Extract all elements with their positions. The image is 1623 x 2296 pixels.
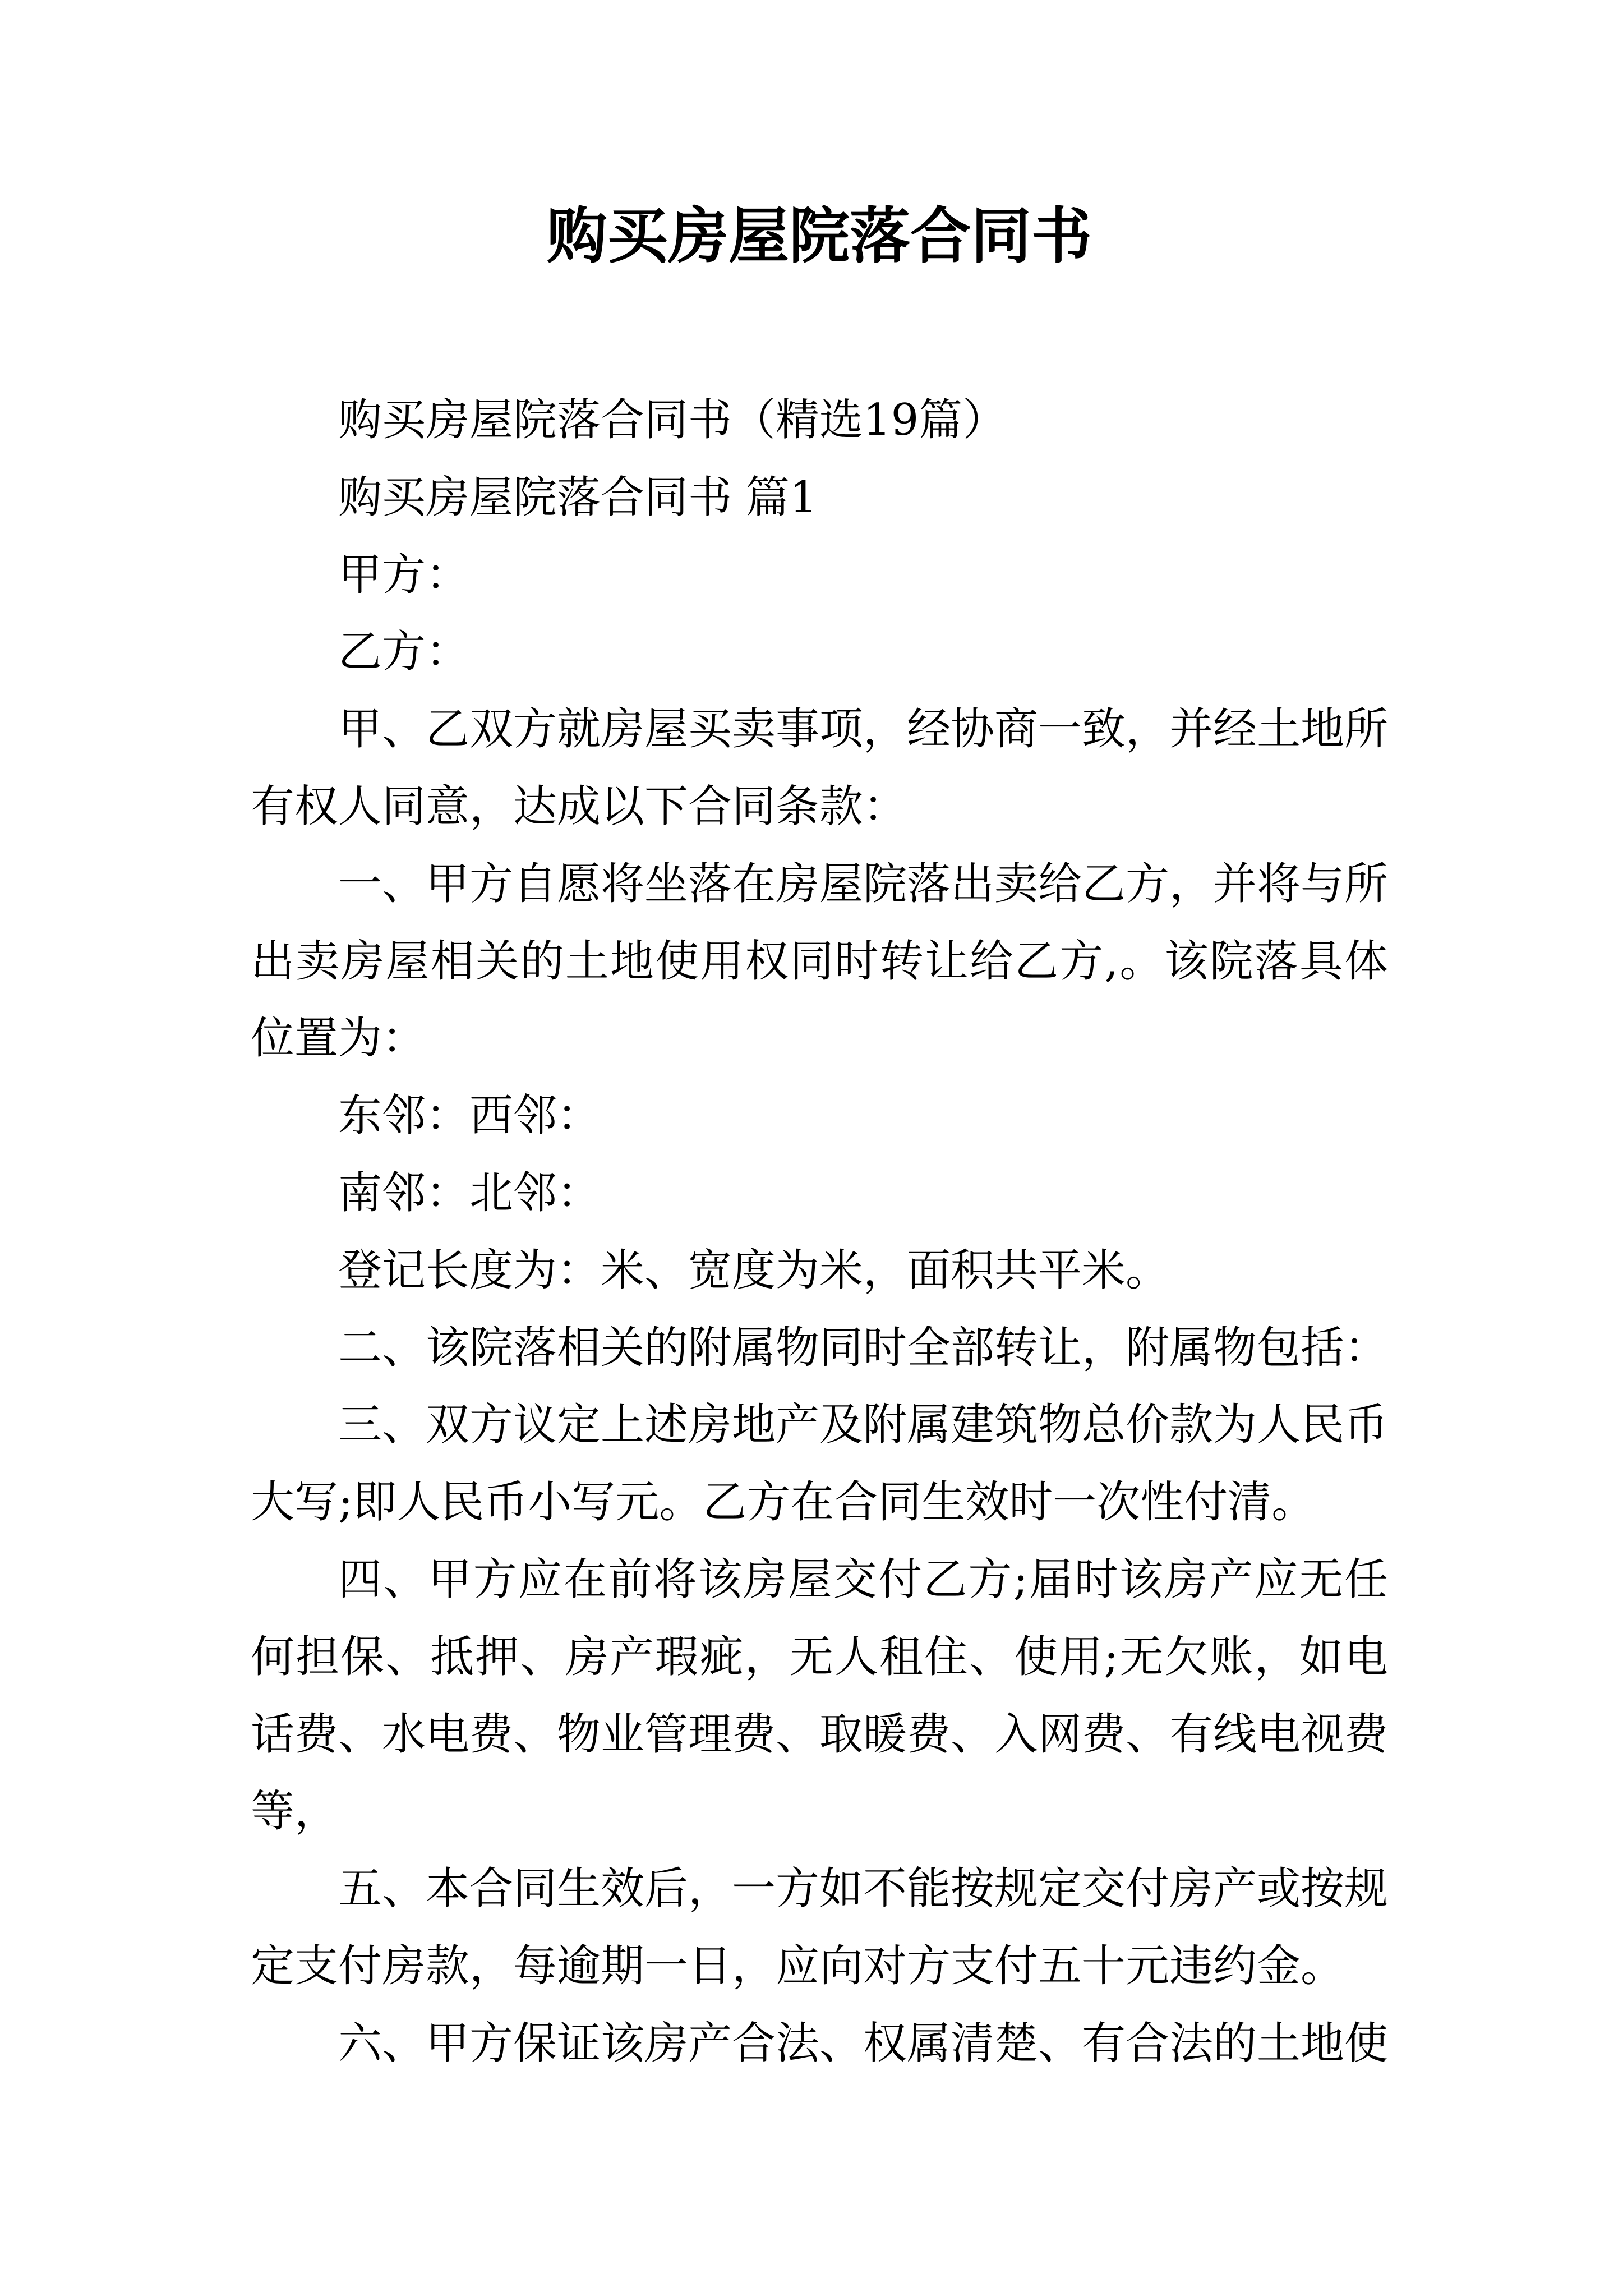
paragraph-line: 大写;即人民币小写元。乙方在合同生效时一次性付清。 bbox=[251, 1477, 1316, 1528]
paragraph-line: 等， bbox=[251, 1786, 339, 1837]
paragraph-line: 东邻：西邻： bbox=[338, 1091, 601, 1142]
paragraph-line: 南邻：北邻： bbox=[338, 1167, 601, 1218]
paragraph-party-b bbox=[251, 614, 1388, 691]
paragraph-dimensions bbox=[251, 1232, 1388, 1310]
paragraph-line: 三、双方议定上述房地产及附属建筑物总价款为人民币 bbox=[338, 1400, 1389, 1451]
paragraph-collection-heading bbox=[251, 382, 1388, 459]
paragraph-neighbors-south-north bbox=[251, 1155, 1388, 1232]
paragraph-line: 购买房屋院落合同书（精选19篇） bbox=[338, 395, 1007, 445]
paragraph-line: 出卖房屋相关的土地使用权同时转让给乙方,。该院落具体 bbox=[251, 936, 1388, 987]
paragraph-party-a bbox=[251, 537, 1388, 614]
paragraph-preamble bbox=[251, 691, 1388, 846]
paragraph-section-heading bbox=[251, 459, 1388, 537]
paragraph-line: 有权人同意，达成以下合同条款： bbox=[251, 781, 907, 832]
paragraph-line: 话费、水电费、物业管理费、取暖费、入网费、有线电视费 bbox=[251, 1709, 1389, 1760]
paragraph-clause-3 bbox=[251, 1387, 1388, 1542]
paragraph-line: 购买房屋院落合同书 篇1 bbox=[338, 472, 818, 523]
paragraph-line: 甲方： bbox=[338, 549, 470, 600]
paragraph-line: 定支付房款，每逾期一日，应向对方支付五十元违约金。 bbox=[251, 1940, 1345, 1991]
document-body bbox=[251, 382, 1388, 2083]
paragraph-line: 何担保、抵押、房产瑕疵，无人租住、使用;无欠账，如电 bbox=[251, 1631, 1388, 1682]
paragraph-clause-1 bbox=[251, 846, 1388, 1078]
paragraph-clause-5 bbox=[251, 1851, 1388, 2005]
paragraph-clause-6 bbox=[251, 2005, 1388, 2083]
document-title: 购买房屋院落合同书 bbox=[546, 201, 1092, 272]
paragraph-neighbors-east-west bbox=[251, 1078, 1388, 1155]
paragraph-line: 六、甲方保证该房产合法、权属清楚、有合法的土地使 bbox=[338, 2018, 1389, 2069]
paragraph-line: 一、甲方自愿将坐落在房屋院落出卖给乙方，并将与所 bbox=[338, 858, 1389, 909]
paragraph-line: 乙方： bbox=[338, 627, 470, 678]
paragraph-line: 二、该院落相关的附属物同时全部转让，附属物包括： bbox=[338, 1322, 1389, 1373]
paragraph-line: 四、甲方应在前将该房屋交付乙方;届时该房产应无任 bbox=[338, 1554, 1388, 1605]
paragraph-line: 位置为： bbox=[251, 1013, 426, 1064]
paragraph-clause-2 bbox=[251, 1310, 1388, 1387]
paragraph-line: 五、本合同生效后，一方如不能按规定交付房产或按规 bbox=[338, 1864, 1389, 1915]
paragraph-line: 甲、乙双方就房屋买卖事项，经协商一致，并经土地所 bbox=[338, 704, 1389, 755]
paragraph-line: 登记长度为：米、宽度为米，面积共平米。 bbox=[338, 1245, 1170, 1296]
paragraph-clause-4 bbox=[251, 1542, 1388, 1851]
